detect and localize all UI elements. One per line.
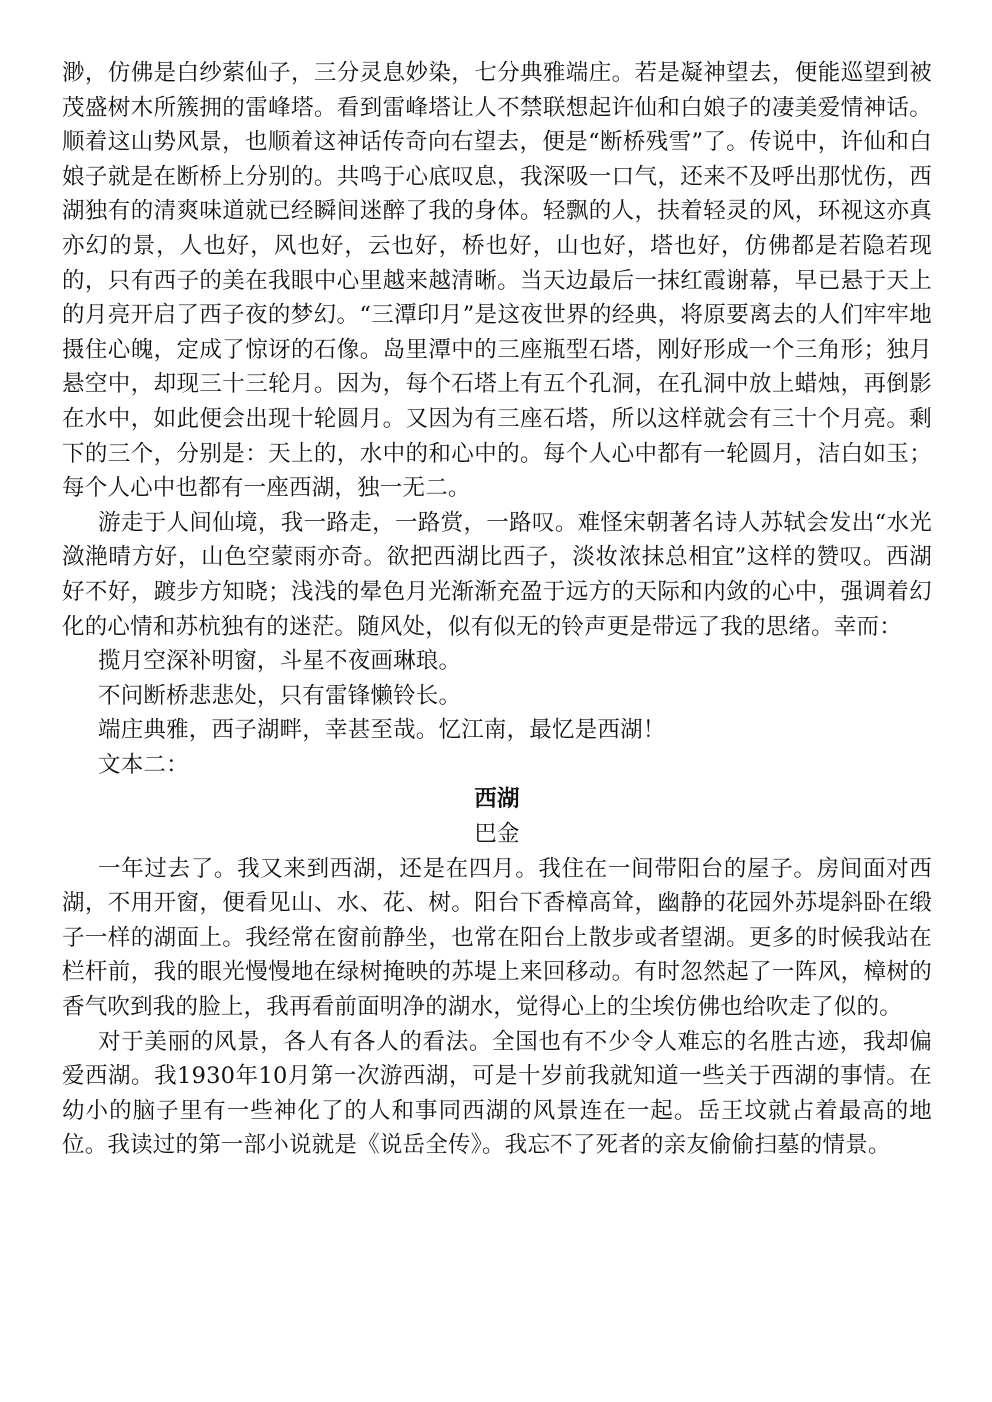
poem-line-3: 端庄典雅，西子湖畔，幸甚至哉。忆江南，最忆是西湖！ (98, 717, 666, 744)
text2-label: 文本二： (98, 751, 189, 778)
text2-author: 巴金 (474, 821, 520, 848)
text1-paragraph-2: 游走于人间仙境，我一路走，一路赏，一路叹。难怪宋朝著名诗人苏轼会发出“水光潋滟晴方好，山色空蒙雨亦奇。欲把西湖比西子，淡妆浓抹总相宜”这样的赞叹。西湖好不好，踱步方知晓；浅浅的晕色月光渐渐充盈于远方的天际和内敛的心中，强调着幻化的心情和苏杭独有的迷茫。随风处，似有似无的铃声更是带远了我的思绪。幸而： (62, 509, 932, 640)
poem-line-1: 揽月空深补明窗，斗星不夜画琳琅。 (98, 648, 462, 675)
document-page (62, 56, 932, 1163)
text2-paragraph-1: 一年过去了。我又来到西湖，还是在四月。我住在一间带阳台的屋子。房间面对西湖，不用开窗，便看见山、水、花、树。阳台下香樟高耸，幽静的花园外苏堤斜卧在缎子一样的湖面上。我经常在窗前静坐，也常在阳台上散步或者望湖。更多的时候我站在栏杆前，我的眼光慢慢地在绿树掩映的苏堤上来回移动。有时忽然起了一阵风，樟树的香气吹到我的脸上，我再看前面明净的湖水，觉得心上的尘埃仿佛也给吹走了似的。 (62, 855, 932, 1021)
text1-paragraph-1: 渺，仿佛是白纱萦仙子，三分灵息妙染，七分典雅端庄。若是凝神望去，便能巡望到被茂盛树木所簇拥的雷峰塔。看到雷峰塔让人不禁联想起许仙和白娘子的凄美爱情神话。顺着这山势风景，也顺着这神话传奇向右望去，便是“断桥残雪”了。传说中，许仙和白娘子就是在断桥上分别的。共鸣于心底叹息，我深吸一口气，还来不及呼出那忧伤，西湖独有的清爽味道就已经瞬间迷醉了我的身体。轻飘的人，扶着轻灵的风，环视这亦真亦幻的景，人也好，风也好，云也好，桥也好，山也好，塔也好，仿佛都是若隐若现的，只有西子的美在我眼中心里越来越清晰。当天边最后一抹红霞谢幕，早已悬于天上的月亮开启了西子夜的梦幻。“三潭印月”是这夜世界的经典，将原要离去的人们牢牢地摄住心魄，定成了惊讶的石像。岛里潭中的三座瓶型石塔，刚好形成一个三角形；独月悬空中，却现三十三轮月。因为，每个石塔上有五个孔洞，在孔洞中放上蜡烛，再倒影在水中，如此便会出现十轮圆月。又因为有三座石塔，所以这样就会有三十个月亮。剩下的三个，分别是：天上的，水中的和心中的。每个人心中都有一轮圆月，洁白如玉；每个人心中也都有一座西湖，独一无二。 (62, 60, 932, 502)
poem-line-2: 不问断桥悲悲处，只有雷锋懒铃长。 (98, 682, 462, 709)
text2-paragraph-2: 对于美丽的风景，各人有各人的看法。全国也有不少令人难忘的名胜古迹，我却偏爱西湖。我1930年10月第一次游西湖，可是十岁前我就知道一些关于西湖的事情。在幼小的脑子里有一些神化了的人和事同西湖的风景连在一起。岳王坟就占着最高的地位。我读过的第一部小说就是《说岳全传》。我忘不了死者的亲友偷偷扫墓的情景。 (62, 1028, 932, 1159)
text2-title: 西湖 (474, 786, 520, 813)
